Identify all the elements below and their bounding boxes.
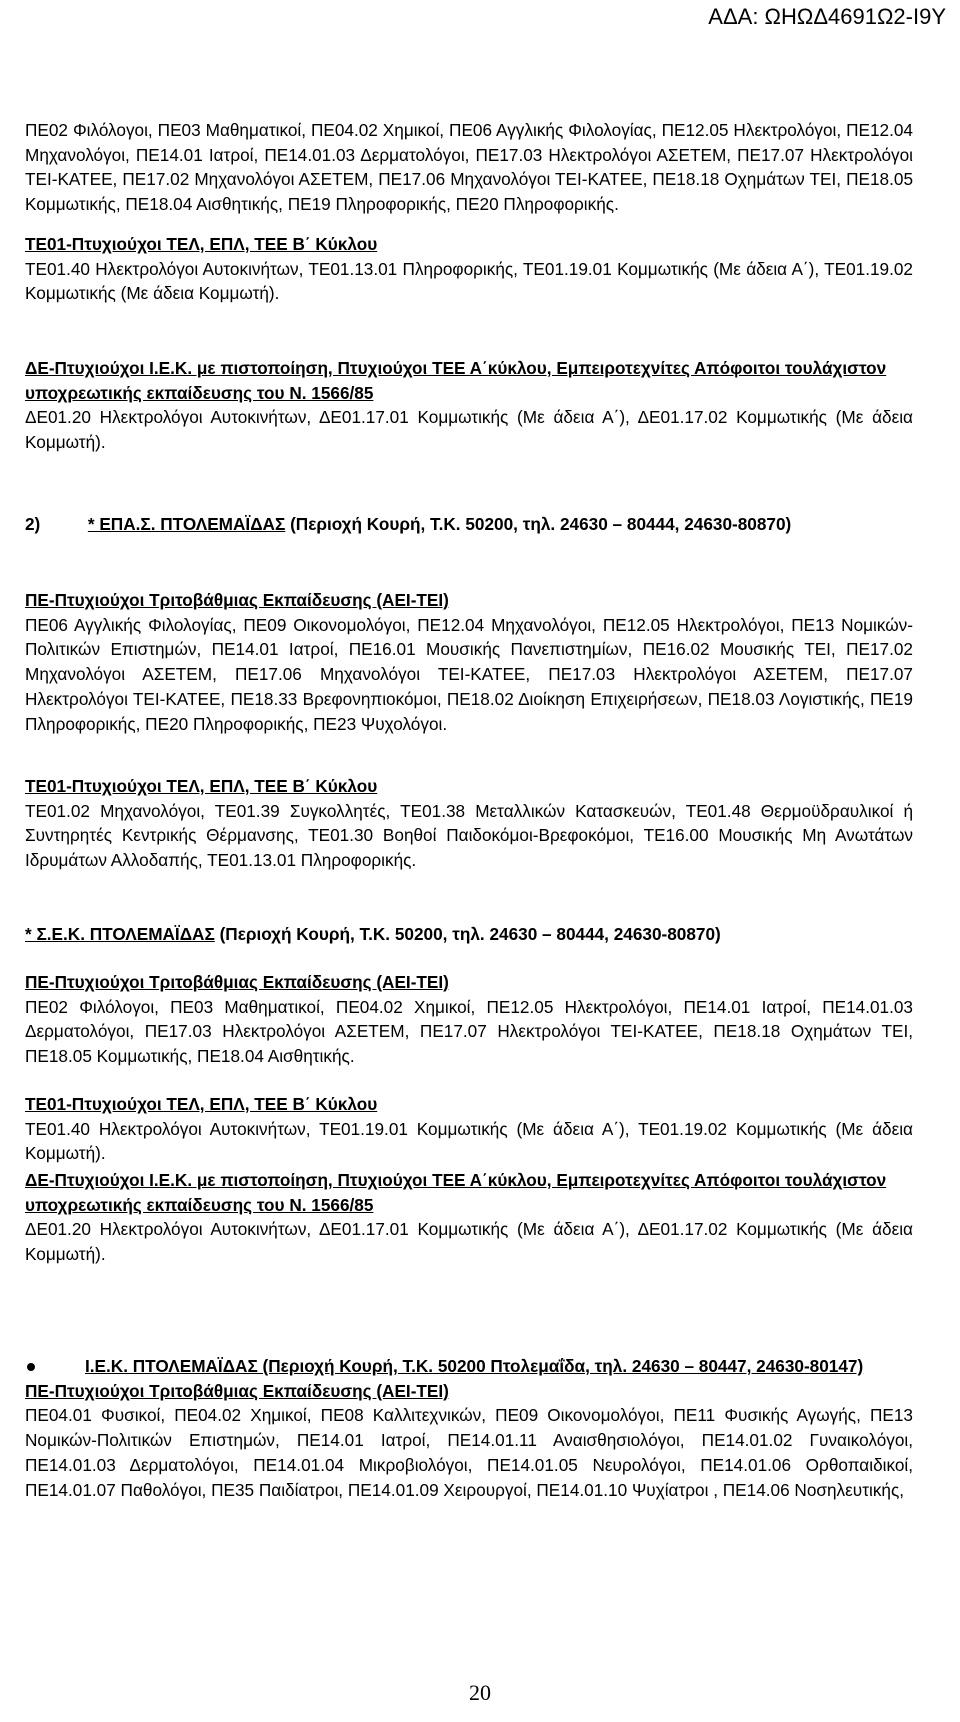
te-section-1 — [25, 232, 913, 306]
de-heading: ΔΕ-Πτυχιούχοι Ι.Ε.Κ. με πιστοποίηση, Πτυχιούχοι ΤΕΕ Α΄κύκλου, Εμπειροτεχνίτες Απόφοιτοι τουλάχιστον υποχρεωτικής εκπαίδευσης του Ν. 1566/85 — [25, 1170, 887, 1215]
te-heading: ΤΕ01-Πτυχιούχοι ΤΕΛ, ΕΠΛ, ΤΕΕ Β΄ Κύκλου — [25, 234, 378, 254]
section-2-title — [25, 512, 913, 537]
pe-text: ΠΕ06 Αγγλικής Φιλολογίας, ΠΕ09 Οικονομολόγοι, ΠΕ12.04 Μηχανολόγοι, ΠΕ12.05 Ηλεκτρολόγοι, ΠΕ13 Νομικών-Πολιτικών Επιστημών, ΠΕ14.01 Ιατροί, ΠΕ16.01 Μουσικής Πανεπιστημίων, ΠΕ16.02 Μουσικής ΤΕΙ, ΠΕ17.02 Μηχανολόγοι ΑΣΕΤΕΜ, ΠΕ17.06 Μηχανολόγοι ΤΕΙ-ΚΑΤΕΕ, ΠΕ17.03 Ηλεκτρολόγοι ΑΣΕΤΕΜ, ΠΕ17.07 Ηλεκτρολόγοι ΤΕΙ-ΚΑΤΕΕ, ΠΕ18.33 Βρεφονηπιοκόμοι, ΠΕ18.02 Διοίκηση Επιχειρήσεων, ΠΕ18.03 Λογιστικής, ΠΕ19 Πληροφορικής, ΠΕ20 Πληροφορικής, ΠΕ23 Ψυχολόγοι. — [25, 614, 913, 734]
school-details: (Περιοχή Κουρή, Τ.Κ. 50200, τηλ. 24630 – 80444, 24630-80870) — [290, 514, 792, 534]
school-name: * ΕΠΑ.Σ. ΠΤΟΛΕΜΑΪΔΑΣ — [87, 514, 286, 534]
pe-text: ΠΕ04.01 Φυσικοί, ΠΕ04.02 Χημικοί, ΠΕ08 Καλλιτεχνικών, ΠΕ09 Οικονομολόγοι, ΠΕ11 Φυσικής Αγωγής, ΠΕ13 Νομικών-Πολιτικών Επιστημών, ΠΕ14.01 Ιατροί, ΠΕ14.01.11 Αναισθησιολόγοι, ΠΕ14.01.02 Γυναικολόγοι, ΠΕ14.01.03 Δερματολόγοι, ΠΕ14.01.04 Μικροβιολόγοι, ΠΕ14.01.05 Νευρολόγοι, ΠΕ14.01.06 Ορθοπαιδικοί, ΠΕ14.01.07 Παθολόγοι, ΠΕ35 Παιδίατροι, ΠΕ14.01.09 Χειρουργοί, ΠΕ14.01.10 Ψυχίατροι , ΠΕ14.06 Νοσηλευτικής, — [25, 1405, 913, 1500]
de-text: ΔΕ01.20 Ηλεκτρολόγοι Αυτοκινήτων, ΔΕ01.17.01 Κομμωτικής (Με άδεια Α΄), ΔΕ01.17.02 Κομμωτικής (Με άδεια Κομμωτή). — [25, 1219, 913, 1265]
school-details: (Περιοχή Κουρή, Τ.Κ. 50200, τηλ. 24630 – 80444, 24630-80870) — [219, 924, 721, 944]
de-section-1 — [25, 356, 913, 455]
continued-pe-list — [25, 118, 913, 217]
section-2-header — [25, 512, 913, 537]
te-section-2 — [25, 774, 913, 873]
section-number: 2) — [25, 514, 41, 534]
pe-heading: ΠΕ-Πτυχιούχοι Τριτοβάθμιας Εκπαίδευσης (ΑΕΙ-ΤΕΙ) — [25, 1380, 449, 1401]
pe-text: ΠΕ02 Φιλόλογοι, ΠΕ03 Μαθηματικοί, ΠΕ04.02 Χημικοί, ΠΕ12.05 Ηλεκτρολόγοι, ΠΕ14.01 Ιατροί, ΠΕ14.01.03 Δερματολόγοι, ΠΕ17.03 Ηλεκτρολόγοι ΑΣΕΤΕΜ, ΠΕ17.07 Ηλεκτρολόγοι ΤΕΙ-ΚΑΤΕΕ, ΠΕ18.18 Οχημάτων ΤΕΙ, ΠΕ18.05 Κομμωτικής, ΠΕ18.04 Αισθητικής. — [25, 996, 913, 1067]
te-text: ΤΕ01.40 Ηλεκτρολόγοι Αυτοκινήτων, ΤΕ01.13.01 Πληροφορικής, ΤΕ01.19.01 Κομμωτικής (Με άδεια Α΄), ΤΕ01.19.02 Κομμωτικής (Με άδεια Κομμωτή). — [25, 258, 913, 304]
sek-title — [25, 922, 913, 947]
te-text: ΤΕ01.40 Ηλεκτρολόγοι Αυτοκινήτων, ΤΕ01.19.01 Κομμωτικής (Με άδεια Α΄), ΤΕ01.19.02 Κομμωτικής (Με άδεια Κομμωτή). — [25, 1118, 913, 1164]
bullet-icon — [27, 1363, 35, 1371]
de-heading: ΔΕ-Πτυχιούχοι Ι.Ε.Κ. με πιστοποίηση, Πτυχιούχοι ΤΕΕ Α΄κύκλου, Εμπειροτεχνίτες Απόφοιτοι τουλάχιστον υποχρεωτικής εκπαίδευσης του Ν. 1566/85 — [25, 358, 887, 403]
page-number: 20 — [469, 1680, 491, 1705]
te-heading: ΤΕ01-Πτυχιούχοι ΤΕΛ, ΕΠΛ, ΤΕΕ Β΄ Κύκλου — [25, 1094, 378, 1114]
te-heading: ΤΕ01-Πτυχιούχοι ΤΕΛ, ΕΠΛ, ΤΕΕ Β΄ Κύκλου — [25, 776, 378, 796]
sek-header — [25, 922, 913, 947]
pe-section-2 — [25, 588, 913, 736]
ada-code: ΑΔΑ: ΩΗΩΔ4691Ω2-Ι9Υ — [708, 4, 946, 29]
school-name: * Σ.Ε.Κ. ΠΤΟΛΕΜΑΪΔΑΣ — [25, 924, 215, 944]
te-section-sek — [25, 1092, 913, 1166]
pe-heading: ΠΕ-Πτυχιούχοι Τριτοβάθμιας Εκπαίδευσης (ΑΕΙ-ΤΕΙ) — [25, 590, 449, 610]
iek-title: Ι.Ε.Κ. ΠΤΟΛΕΜΑΪΔΑΣ (Περιοχή Κουρή, Τ.Κ. 50200 Πτολεμαΐδα, τηλ. 24630 – 80447, 24630-80147) — [85, 1356, 864, 1376]
iek-section — [25, 1354, 913, 1502]
de-text: ΔΕ01.20 Ηλεκτρολόγοι Αυτοκινήτων, ΔΕ01.17.01 Κομμωτικής (Με άδεια Α΄), ΔΕ01.17.02 Κομμωτικής (Με άδεια Κομμωτή). — [25, 407, 913, 453]
de-section-sek — [25, 1168, 913, 1267]
te-text: ΤΕ01.02 Μηχανολόγοι, ΤΕ01.39 Συγκολλητές, ΤΕ01.38 Μεταλλικών Κατασκευών, ΤΕ01.48 Θερμοϋδραυλικοί ή Συντηρητές Κεντρικής Θέρμανσης, ΤΕ01.30 Βοηθοί Παιδοκόμοι-Βρεφοκόμοι, ΤΕ16.00 Μουσικής Μη Ανωτάτων Ιδρυμάτων Αλλοδαπής, ΤΕ01.13.01 Πληροφορικής. — [25, 800, 913, 871]
pe-section-sek — [25, 970, 913, 1069]
pe-heading: ΠΕ-Πτυχιούχοι Τριτοβάθμιας Εκπαίδευσης (ΑΕΙ-ΤΕΙ) — [25, 972, 449, 992]
pe-list-text: ΠΕ02 Φιλόλογοι, ΠΕ03 Μαθηματικοί, ΠΕ04.02 Χημικοί, ΠΕ06 Αγγλικής Φιλολογίας, ΠΕ12.05 Ηλεκτρολόγοι, ΠΕ12.04 Μηχανολόγοι, ΠΕ14.01 Ιατροί, ΠΕ14.01.03 Δερματολόγοι, ΠΕ17.03 Ηλεκτρολόγοι ΑΣΕΤΕΜ, ΠΕ17.07 Ηλεκτρολόγοι ΤΕΙ-ΚΑΤΕΕ, ΠΕ17.02 Μηχανολόγοι ΑΣΕΤΕΜ, ΠΕ17.06 Μηχανολόγοι ΤΕΙ-ΚΑΤΕΕ, ΠΕ18.18 Οχημάτων ΤΕΙ, ΠΕ18.05 Κομμωτικής, ΠΕ18.04 Αισθητικής, ΠΕ19 Πληροφορικής, ΠΕ20 Πληροφορικής. — [25, 120, 913, 215]
